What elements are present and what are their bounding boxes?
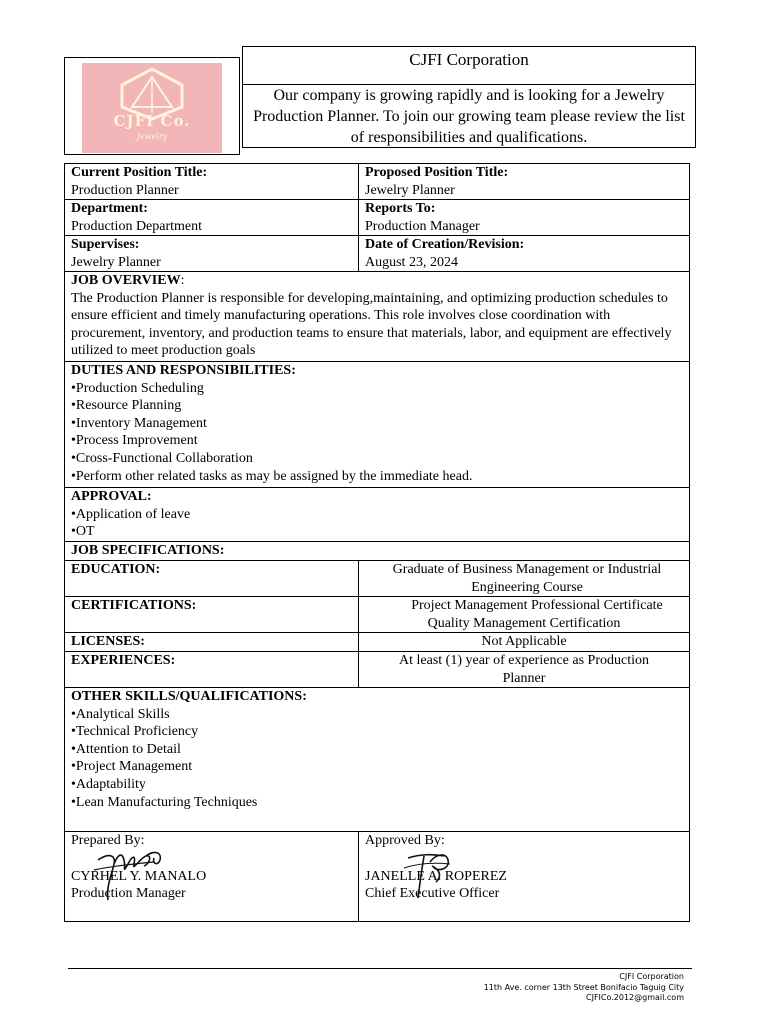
footer — [484, 972, 684, 1004]
department-cell — [64, 199, 359, 236]
certifications-label-cell — [64, 596, 359, 633]
job-specifications-label: JOB SPECIFICATIONS: — [71, 543, 225, 558]
logo-subtext: Jewelry — [136, 132, 168, 141]
logo-text: CJFI Co. — [113, 112, 191, 130]
approval-item: •OT — [71, 524, 95, 540]
approval-item: •Application of leave — [71, 506, 191, 522]
skill-item: •Technical Proficiency — [71, 724, 199, 740]
duty-item: •Resource Planning — [71, 398, 182, 414]
education-label: EDUCATION: — [71, 562, 161, 577]
licenses-value: Not Applicable — [481, 634, 567, 649]
footer-company: CJFI Corporation — [619, 972, 684, 981]
duties-section — [64, 361, 690, 488]
skill-item: •Analytical Skills — [71, 706, 170, 722]
department-value: Production Department — [71, 218, 203, 234]
prepared-by-name: CYRHEL Y. MANALO — [71, 868, 207, 884]
reports-to-cell — [358, 199, 690, 236]
reports-to-value: Production Manager — [365, 218, 480, 234]
certification-item: Project Management Professional Certificate — [411, 598, 663, 613]
company-logo — [82, 63, 222, 153]
department-label: Department: — [71, 201, 148, 216]
skill-item: •Adaptability — [71, 776, 146, 792]
supervises-value: Jewelry Planner — [71, 254, 161, 270]
job-overview-label: JOB OVERVIEW — [71, 273, 181, 288]
approved-by-name: JANELLE A. ROPEREZ — [365, 868, 507, 884]
skill-item: •Project Management — [71, 759, 193, 775]
company-intro: Our company is growing rapidly and is looking for a Jewelry Production Planner. To join our growing team please review the list of responsibilities and qualifications. — [253, 87, 685, 146]
skill-item: •Attention to Detail — [71, 741, 181, 757]
prepared-by-title: Production Manager — [71, 886, 186, 902]
prepared-by-label: Prepared By: — [71, 833, 145, 848]
job-overview-text: The Production Planner is responsible for developing,maintaining, and optimizing production schedules to ensure efficient and timely manufacturing operations. This role involves close coordination with procurement, inventory, and production teams to ensure that materials, labor, and equipment are effectively utilized to meet production goals — [71, 290, 672, 359]
licenses-value-cell — [358, 632, 690, 652]
skill-item: •Lean Manufacturing Techniques — [71, 794, 258, 810]
reports-to-label: Reports To: — [365, 201, 436, 216]
footer-email: CJFICo.2012@gmail.com — [586, 993, 684, 1002]
skills-label: OTHER SKILLS/QUALIFICATIONS: — [71, 689, 307, 704]
job-overview-section: JOB OVERVIEW: The Production Planner is responsible for developing,maintaining, and optimizing production schedules to ensure efficient and timely manufacturing operations. This role involves close coordination with procurement, inventory, and production teams to ensure that materials, labor, and equipment are effectively utilized to meet production goals — [64, 271, 690, 362]
duty-item: •Process Improvement — [71, 433, 198, 449]
date-label: Date of Creation/Revision: — [365, 237, 525, 252]
licenses-label-cell — [64, 632, 359, 652]
licenses-label: LICENSES: — [71, 634, 145, 649]
experiences-label: EXPERIENCES: — [71, 653, 176, 668]
approval-section — [64, 487, 690, 542]
prepared-signature — [92, 846, 172, 908]
footer-divider — [68, 968, 692, 969]
duty-item: •Cross-Functional Collaboration — [71, 450, 253, 466]
company-header — [242, 46, 696, 148]
proposed-position-label: Proposed Position Title: — [365, 165, 509, 180]
current-position-label: Current Position Title: — [71, 165, 208, 180]
current-position-cell — [64, 163, 359, 200]
company-name: CJFI Corporation — [243, 47, 695, 85]
footer-address: 11th Ave. corner 13th Street Bonifacio Taguig City — [483, 982, 684, 992]
job-specifications-header — [64, 541, 690, 561]
experiences-label-cell — [64, 651, 359, 688]
experiences-value-cell — [358, 651, 690, 688]
date-cell — [358, 235, 690, 272]
proposed-position-value: Jewelry Planner — [365, 182, 455, 198]
supervises-cell — [64, 235, 359, 272]
duties-label: DUTIES AND RESPONSIBILITIES: — [71, 363, 296, 378]
approved-by-label: Approved By: — [365, 833, 445, 848]
duty-item: •Production Scheduling — [71, 380, 204, 396]
duty-item: •Perform other related tasks as may be assigned by the immediate head. — [71, 468, 473, 484]
duty-item: •Inventory Management — [71, 415, 207, 431]
skills-section — [64, 687, 690, 832]
certification-item: Quality Management Certification — [427, 615, 621, 631]
certifications-value-cell — [358, 596, 690, 633]
supervises-label: Supervises: — [71, 237, 140, 252]
approved-by-title: Chief Executive Officer — [365, 886, 500, 902]
approved-signature — [400, 846, 460, 908]
approval-label: APPROVAL: — [71, 489, 152, 504]
logo-box — [64, 57, 240, 155]
education-value-cell — [358, 560, 690, 597]
experiences-value: At least (1) year of experience as Production Planner — [399, 653, 649, 686]
education-label-cell — [64, 560, 359, 597]
certifications-label: CERTIFICATIONS: — [71, 598, 197, 613]
education-value: Graduate of Business Management or Industrial Engineering Course — [392, 562, 662, 595]
date-value: August 23, 2024 — [365, 254, 458, 270]
proposed-position-cell — [358, 163, 690, 200]
current-position-value: Production Planner — [71, 182, 179, 198]
